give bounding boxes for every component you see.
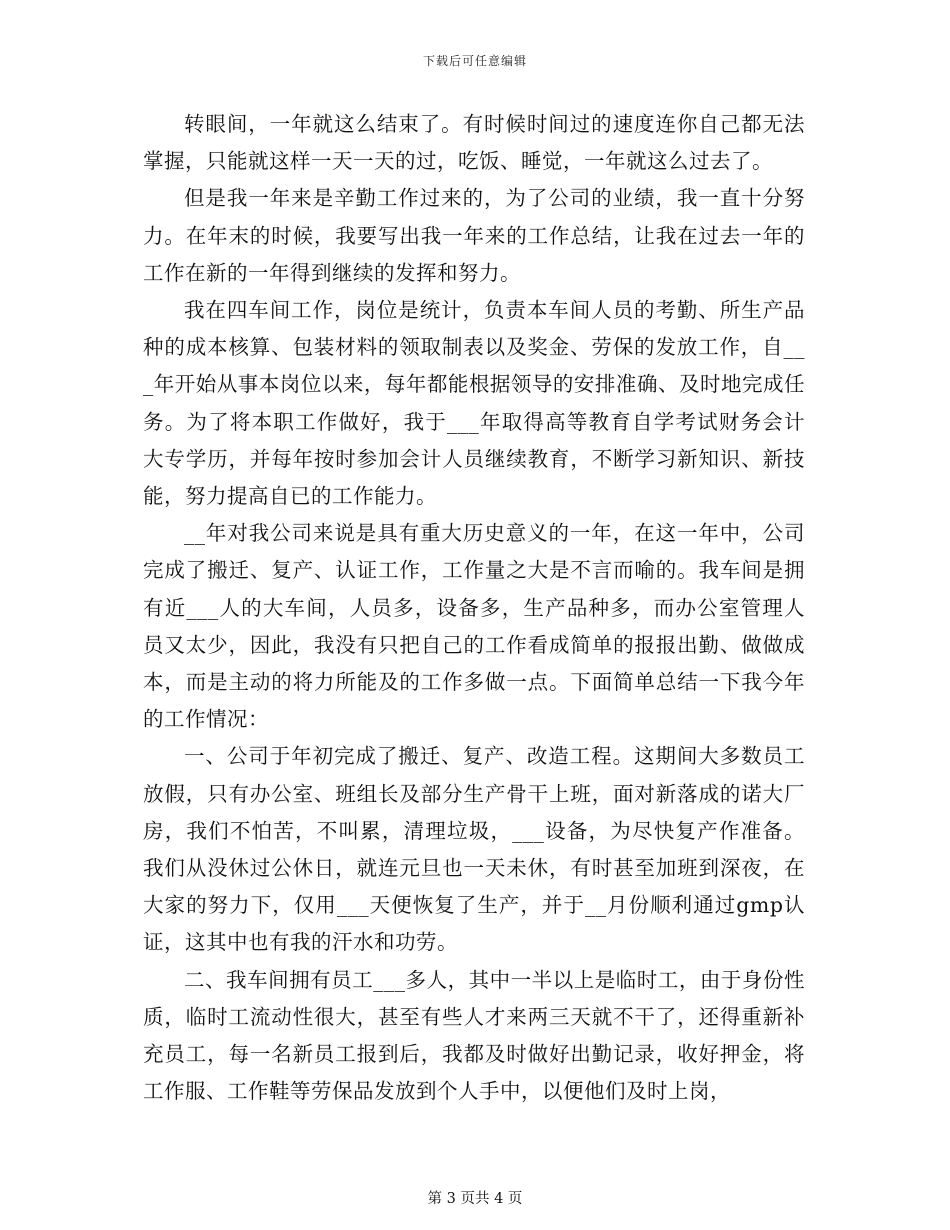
document-body (143, 106, 805, 1110)
page-number-footer: 第 3 页共 4 页 (427, 1191, 523, 1207)
paragraph-item-one: 一、公司于年初完成了搬迁、复产、改造工程。这期间大多数员工放假，只有办公室、班组长及部分生产骨干上班，面对新落成的诺大厂房，我们不怕苦，不叫累，清理垃圾，___设备，为尽快复产作准备。我们从没休过公休日，就连元旦也一天未休，有时甚至加班到深夜，在大家的努力下，仅用___天便恢复了生产，并于__月份顺利通过gmp认证，这其中也有我的汗水和功劳。 (143, 744, 805, 955)
paragraph-position: 我在四车间工作，岗位是统计，负责本车间人员的考勤、所生产品种的成本核算、包装材料的领取制表以及奖金、劳保的发放工作，自___年开始从事本岗位以来，每年都能根据领导的安排准确、及时地完成任务。为了将本职工作做好，我于___年取得高等教育自学考试财务会计大专学历，并每年按时参加会计人员继续教育，不断学习新知识、新技能，努力提高自已的工作能力。 (143, 298, 805, 509)
paragraph-item-two: 二、我车间拥有员工___多人，其中一半以上是临时工，由于身份性质，临时工流动性很大，甚至有些人才来两三天就不干了，还得重新补充员工，每一名新员工报到后，我都及时做好出勤记录，收好押金，将工作服、工作鞋等劳保品发放到个人手中，以便他们及时上岗， (143, 967, 805, 1104)
paragraph-intro: 转眼间，一年就这么结束了。有时候时间过的速度连你自己都无法掌握，只能就这样一天一天的过，吃饭、睡觉，一年就这么过去了。 (143, 112, 805, 174)
paragraph-effort: 但是我一年来是辛勤工作过来的，为了公司的业绩，我一直十分努力。在年末的时候，我要写出我一年来的工作总结，让我在过去一年的工作在新的一年得到继续的发挥和努力。 (143, 186, 805, 285)
page-header: 下载后可任意编辑 (422, 54, 527, 68)
paragraph-year-overview: __年对我公司来说是具有重大历史意义的一年，在这一年中，公司完成了搬迁、复产、认证工作，工作量之大是不言而喻的。我车间是拥有近___人的大车间，人员多，设备多，生产品种多，而办公室管理人员又太少，因此，我没有只把自己的工作看成简单的报报出勤、做做成本，而是主动的将力所能及的工作多做一点。下面简单总结一下我今年的工作情况： (143, 521, 805, 732)
